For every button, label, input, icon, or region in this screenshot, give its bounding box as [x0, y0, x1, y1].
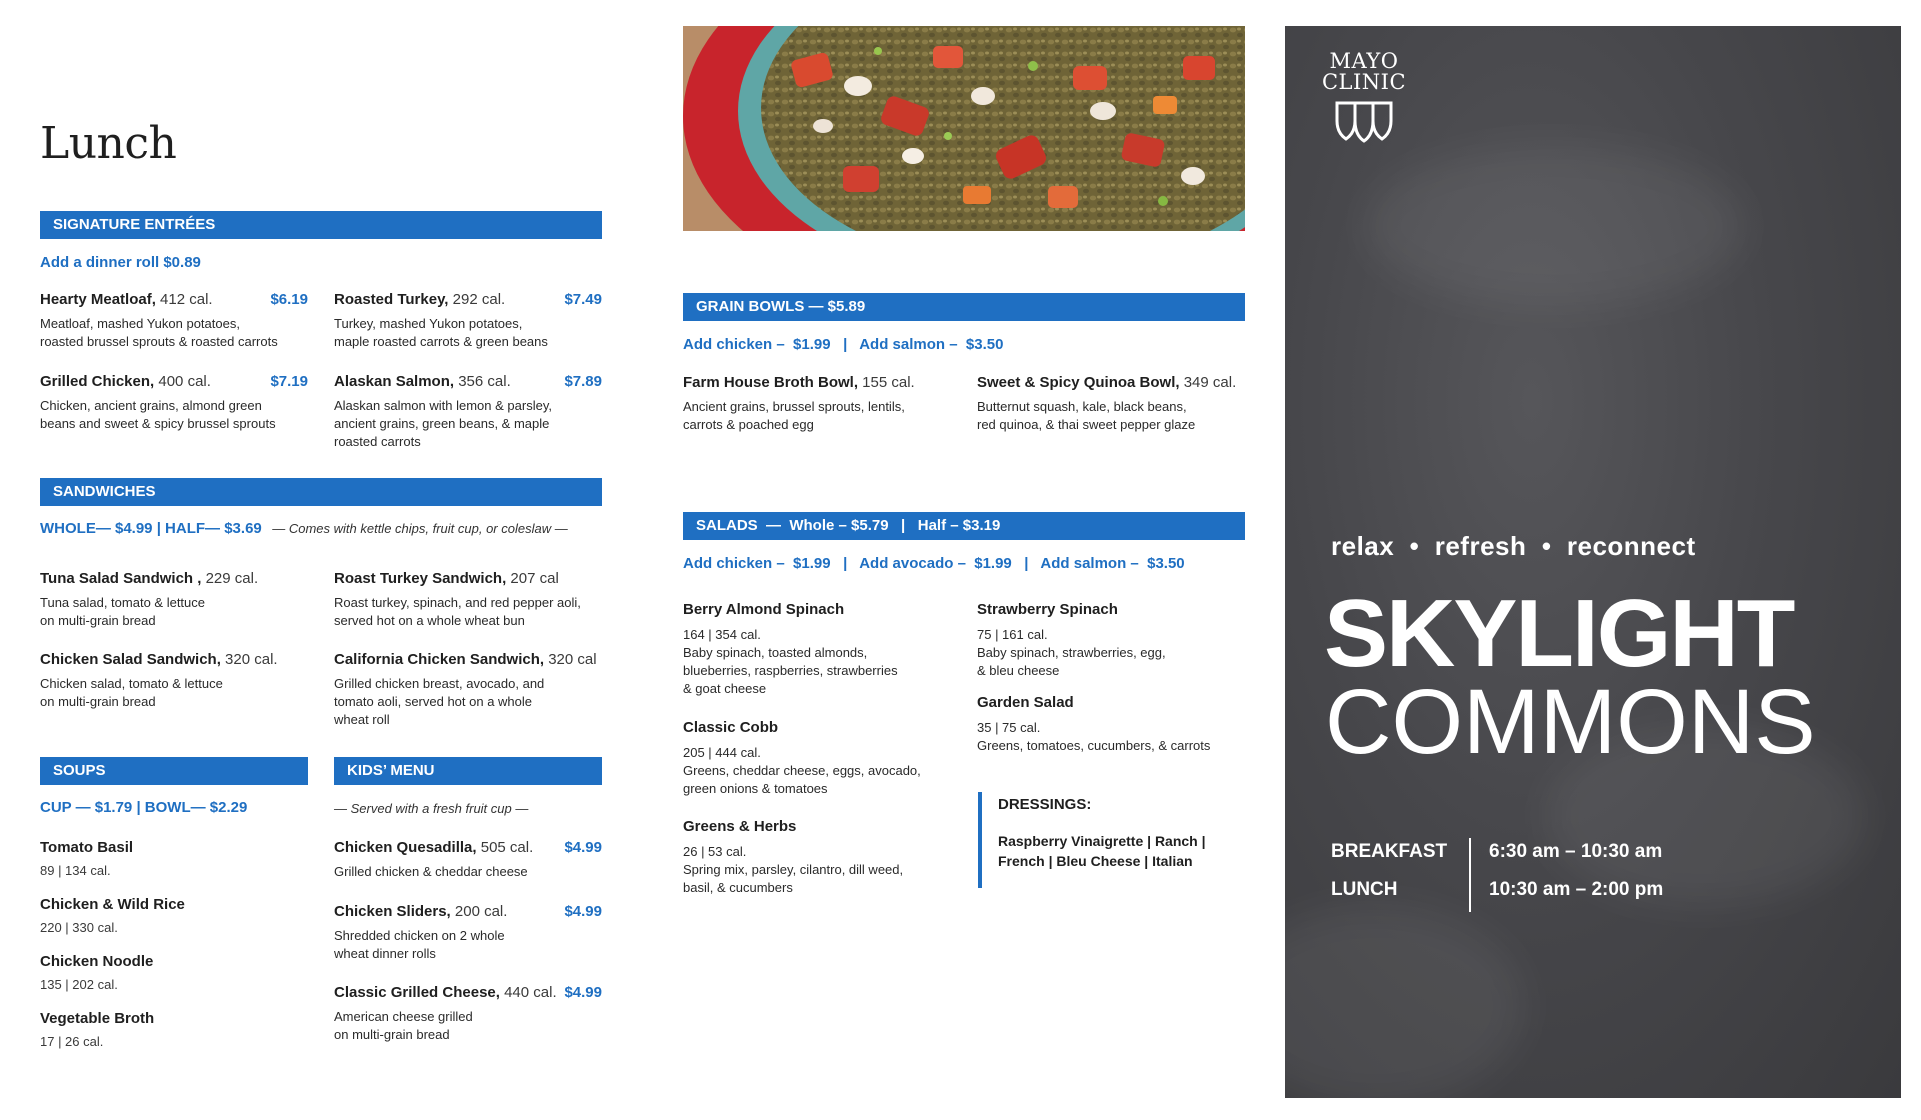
item-name: Hearty Meatloaf,	[40, 291, 156, 308]
item-name: Chicken Quesadilla,	[334, 839, 477, 856]
dressings-box	[978, 792, 1238, 888]
menu-item-farm-house-broth-bowl	[683, 374, 951, 434]
salads-header: SALADS — Whole – $5.79 | Half – $3.19	[683, 512, 1245, 540]
item-name: Chicken Salad Sandwich,	[40, 651, 221, 668]
item-calories: 349 cal.	[1179, 374, 1237, 391]
shield-icon	[1319, 97, 1409, 145]
item-name: Tomato Basil	[40, 839, 134, 856]
item-calories: 505 cal.	[476, 839, 534, 856]
item-desc: red quinoa, & thai sweet pepper glaze	[977, 417, 1196, 432]
item-desc: green onions & tomatoes	[683, 781, 828, 796]
item-calories: 320 cal	[544, 651, 597, 668]
item-price: $7.19	[270, 373, 308, 390]
menu-item-roasted-turkey	[334, 291, 602, 351]
item-calories: 75 | 161 cal.	[977, 627, 1048, 642]
item-desc: American cheese grilled	[334, 1009, 473, 1024]
soups-header: SOUPS	[40, 757, 308, 785]
item-price: $4.99	[564, 903, 602, 920]
sandwich-prices-line	[40, 520, 568, 538]
menu-item-meatloaf	[40, 291, 308, 351]
item-desc: Alaskan salmon with lemon & parsley,	[334, 398, 552, 413]
logo-line: CLINIC	[1321, 70, 1407, 94]
signature-entrees-header: SIGNATURE ENTRÉES	[40, 211, 602, 239]
item-desc: roasted carrots	[334, 434, 421, 449]
salad-addons: Add chicken – $1.99 | Add avocado – $1.99 | Add salmon – $3.50	[683, 555, 1185, 572]
soup-item-chicken-wild-rice	[40, 896, 185, 935]
skylight-commons-panel	[1285, 26, 1901, 1098]
item-name: California Chicken Sandwich,	[334, 651, 545, 668]
item-desc: Baby spinach, toasted almonds,	[683, 645, 868, 660]
item-calories: 220 | 330 cal.	[40, 920, 118, 935]
item-calories: 26 | 53 cal.	[683, 844, 747, 859]
item-desc: Chicken, ancient grains, almond green	[40, 398, 262, 413]
item-name: Classic Cobb	[683, 719, 779, 736]
salad-item-classic-cobb	[683, 719, 953, 798]
sandwiches-header: SANDWICHES	[40, 478, 602, 506]
item-desc: beans and sweet & spicy brussel sprouts	[40, 416, 276, 431]
item-desc: Meatloaf, mashed Yukon potatoes,	[40, 316, 240, 331]
item-calories: 135 | 202 cal.	[40, 977, 118, 992]
item-desc: on multi-grain bread	[334, 1027, 450, 1042]
menu-item-california-chicken-sandwich	[334, 651, 602, 729]
menu-item-sweet-spicy-quinoa-bowl	[977, 374, 1245, 434]
menu-item-grilled-chicken	[40, 373, 308, 433]
item-calories: 412 cal.	[155, 291, 213, 308]
item-desc: Spring mix, parsley, cilantro, dill weed,	[683, 862, 904, 877]
grain-bowl-addons: Add chicken – $1.99 | Add salmon – $3.50	[683, 336, 1004, 353]
brand-commons: COMMONS	[1325, 671, 1816, 773]
tagline: relax • refresh • reconnect	[1331, 531, 1696, 561]
salad-item-berry-almond-spinach	[683, 601, 953, 698]
item-desc: roasted brussel sprouts & roasted carrots	[40, 334, 278, 349]
menu-item-chicken-sliders	[334, 903, 602, 963]
item-calories: 229 cal.	[201, 570, 259, 587]
hours-row-breakfast	[1331, 841, 1447, 863]
soup-item-chicken-noodle	[40, 953, 153, 992]
item-calories: 356 cal.	[454, 373, 511, 390]
item-name: Roasted Turkey,	[334, 291, 449, 308]
kids-fruit-note: — Served with a fresh fruit cup —	[334, 801, 529, 816]
soup-prices: CUP — $1.79 | BOWL— $2.29	[40, 799, 248, 816]
item-desc: Chicken salad, tomato & lettuce	[40, 676, 223, 691]
dressings-list: Raspberry Vinaigrette | Ranch |	[998, 833, 1206, 849]
item-calories: 155 cal.	[858, 374, 915, 391]
item-desc: Ancient grains, brussel sprouts, lentils,	[683, 399, 905, 414]
item-calories: 440 cal.	[499, 984, 557, 1001]
item-name: Vegetable Broth	[40, 1010, 155, 1027]
item-name: Grilled Chicken,	[40, 373, 155, 390]
item-desc: wheat roll	[334, 712, 390, 727]
menu-item-roast-turkey-sandwich	[334, 570, 602, 630]
item-name: Chicken Noodle	[40, 953, 154, 970]
hours-time-lunch	[1489, 879, 1663, 901]
item-desc: & bleu cheese	[977, 663, 1060, 678]
salad-item-greens-herbs	[683, 818, 953, 897]
item-desc: on multi-grain bread	[40, 694, 156, 709]
sandwich-prices: WHOLE— $4.99 | HALF— $3.69	[40, 520, 262, 537]
lentil-salad-illustration	[683, 26, 1245, 231]
brand-skylight: SKYLIGHT	[1324, 580, 1794, 687]
item-desc: ancient grains, green beans, & maple	[334, 416, 550, 431]
item-name: Sweet & Spicy Quinoa Bowl,	[977, 374, 1180, 391]
mayo-clinic-logo	[1319, 51, 1409, 145]
item-name: Strawberry Spinach	[977, 601, 1118, 618]
menu-item-chicken-salad-sandwich	[40, 651, 308, 711]
item-desc: Baby spinach, strawberries, egg,	[977, 645, 1166, 660]
item-desc: Butternut squash, kale, black beans,	[977, 399, 1187, 414]
item-desc: Greens, cheddar cheese, eggs, avocado,	[683, 763, 921, 778]
sandwich-sides-note: — Comes with kettle chips, fruit cup, or coleslaw —	[272, 521, 568, 536]
item-desc: Shredded chicken on 2 whole	[334, 928, 505, 943]
item-name: Berry Almond Spinach	[683, 601, 845, 618]
item-desc: maple roasted carrots & green beans	[334, 334, 548, 349]
item-calories: 292 cal.	[448, 291, 506, 308]
item-desc: carrots & poached egg	[683, 417, 814, 432]
item-desc: served hot on a whole wheat bun	[334, 613, 525, 628]
lentil-salad-photo	[683, 26, 1245, 231]
item-desc: on multi-grain bread	[40, 613, 156, 628]
item-desc: Grilled chicken breast, avocado, and	[334, 676, 545, 691]
salad-item-garden-salad	[977, 694, 1245, 755]
hours-time-breakfast	[1489, 841, 1662, 863]
item-desc: Roast turkey, spinach, and red pepper aoli,	[334, 595, 581, 610]
dinner-roll-addon: Add a dinner roll $0.89	[40, 254, 201, 271]
item-calories: 17 | 26 cal.	[40, 1034, 104, 1049]
item-desc: Grilled chicken & cheddar cheese	[334, 864, 528, 879]
item-calories: 207 cal	[506, 570, 559, 587]
item-desc: Tuna salad, tomato & lettuce	[40, 595, 206, 610]
soup-item-tomato-basil	[40, 839, 133, 878]
item-desc: blueberries, raspberries, strawberries	[683, 663, 898, 678]
item-name: Roast Turkey Sandwich,	[334, 570, 507, 587]
item-name: Alaskan Salmon,	[334, 373, 455, 390]
item-calories: 164 | 354 cal.	[683, 627, 761, 642]
grain-bowls-header: GRAIN BOWLS — $5.89	[683, 293, 1245, 321]
item-desc: & goat cheese	[683, 681, 767, 696]
item-name: Chicken & Wild Rice	[40, 896, 185, 913]
item-price: $7.89	[564, 373, 602, 390]
item-name: Greens & Herbs	[683, 818, 797, 835]
item-name: Tuna Salad Sandwich ,	[40, 570, 202, 587]
kids-menu-header: KIDS’ MENU	[334, 757, 602, 785]
item-desc: wheat dinner rolls	[334, 946, 436, 961]
item-calories: 89 | 134 cal.	[40, 863, 111, 878]
item-price: $7.49	[564, 291, 602, 308]
hours-row-lunch	[1331, 879, 1398, 901]
item-calories: 400 cal.	[154, 373, 211, 390]
item-calories: 320 cal.	[220, 651, 278, 668]
item-name: Classic Grilled Cheese,	[334, 984, 500, 1001]
hours-divider	[1469, 838, 1471, 912]
hours-time: 6:30 am – 10:30 am	[1489, 841, 1663, 862]
item-calories: 205 | 444 cal.	[683, 745, 761, 760]
dressings-heading: DRESSINGS:	[998, 796, 1092, 813]
item-calories: 200 cal.	[450, 903, 508, 920]
hours-label: LUNCH	[1331, 879, 1398, 900]
menu-item-alaskan-salmon	[334, 373, 602, 451]
hours-label: BREAKFAST	[1331, 841, 1448, 862]
item-calories: 35 | 75 cal.	[977, 720, 1041, 735]
menu-item-tuna-salad-sandwich	[40, 570, 308, 630]
hours-time: 10:30 am – 2:00 pm	[1489, 879, 1664, 900]
page-title: Lunch	[40, 118, 177, 169]
item-desc: Greens, tomatoes, cucumbers, & carrots	[977, 738, 1211, 753]
item-price: $4.99	[564, 839, 602, 856]
soup-item-vegetable-broth	[40, 1010, 154, 1049]
salad-item-strawberry-spinach	[977, 601, 1245, 680]
item-name: Garden Salad	[977, 694, 1074, 711]
menu-item-classic-grilled-cheese	[334, 984, 602, 1044]
logo-line: MAYO	[1329, 49, 1399, 73]
menu-item-chicken-quesadilla	[334, 839, 602, 881]
item-desc: basil, & cucumbers	[683, 880, 793, 895]
item-desc: tomato aoli, served hot on a whole	[334, 694, 533, 709]
dressings-list: French | Bleu Cheese | Italian	[998, 853, 1193, 869]
item-name: Farm House Broth Bowl,	[683, 374, 859, 391]
item-desc: Turkey, mashed Yukon potatoes,	[334, 316, 523, 331]
item-price: $6.19	[270, 291, 308, 308]
item-price: $4.99	[564, 984, 602, 1001]
item-name: Chicken Sliders,	[334, 903, 451, 920]
